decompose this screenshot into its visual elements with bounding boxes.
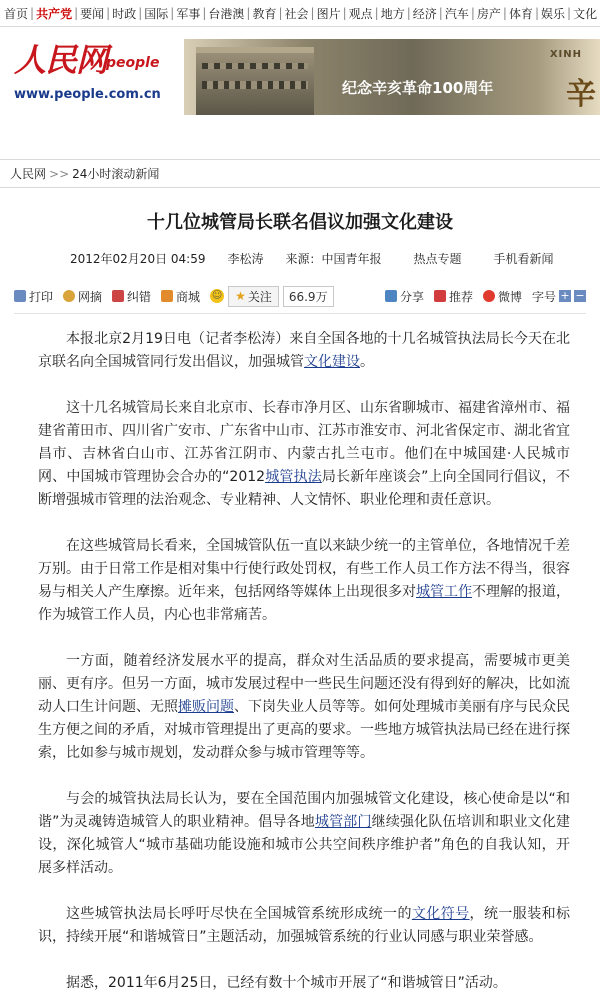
share-icon bbox=[385, 290, 397, 302]
nav-item[interactable]: 社会 bbox=[284, 6, 309, 21]
paragraph-text: 在这些城管局长看来，全国城管队伍一直以来缺少统一的主管单位，各地情况千差万别。由于日常工作是相对集中行使行政处罚权，有些工作人员工作方法不得当，很容易与相关人产生摩擦。近年来，包括网络等媒体上出现很多对 bbox=[38, 538, 570, 600]
nav-item[interactable]: 共产党 bbox=[36, 6, 73, 21]
article-author: 李松涛 bbox=[227, 252, 264, 266]
article-paragraph bbox=[38, 903, 570, 949]
nav-item[interactable]: 文化 bbox=[573, 6, 598, 21]
nav-item[interactable]: 体育 bbox=[508, 6, 533, 21]
error-button[interactable] bbox=[112, 288, 151, 305]
paragraph-text: 这十几名城管局长来自北京市、长春市净月区、山东省聊城市、福建省漳州市、福建省莆田市、四川省广安市、广东省中山市、江苏市淮安市、河北省保定市、湖北省宜昌市、吉林省白山市、江苏省江阴市、内蒙古扎兰屯市。他们在中城国建·人民城市网、中国城市管理协会合办的“2012 bbox=[38, 400, 570, 485]
follow-label: 关注 bbox=[247, 289, 272, 304]
recommend-icon bbox=[434, 290, 446, 302]
nav-item[interactable]: 娱乐 bbox=[541, 6, 566, 21]
shop-icon bbox=[161, 290, 173, 302]
weibo-icon bbox=[483, 290, 495, 302]
xinhai-banner[interactable] bbox=[184, 39, 600, 115]
nav-separator: | bbox=[202, 6, 207, 20]
logo-url-text: www.people.com.cn bbox=[14, 87, 161, 102]
nav-item[interactable]: 军事 bbox=[176, 6, 201, 21]
nav-item[interactable]: 国际 bbox=[144, 6, 169, 21]
paragraph-text: 继续强化队伍培训和职业文化建设，深化城管人“城市基础功能设施和城市公共空间秩序维护者”角色的自我认知，开展多样活动。 bbox=[38, 814, 571, 876]
article-source: 来源：中国青年报 bbox=[285, 252, 382, 266]
banner-text: 纪念辛亥革命100周年 bbox=[342, 79, 494, 97]
article-paragraph bbox=[38, 972, 570, 995]
nav-separator: | bbox=[438, 6, 443, 20]
print-label: 打印 bbox=[29, 289, 54, 304]
breadcrumb-arrow: >> bbox=[49, 166, 70, 181]
paragraph-text: 、下岗失业人员等等。如何处理城市美丽有序与民众民生方便之间的矛盾，对城市管理提出了更高的要求。一些地方城管执法局已经在进行探索，比如参与城市规划，发动群众参与城市管理等等。 bbox=[38, 699, 570, 761]
keyword-link[interactable]: 城管执法 bbox=[265, 469, 322, 485]
paragraph-text: 一方面，随着经济发展水平的提高，群众对生活品质的要求提高，需要城市更美丽、更有序。但另一方面，城市发展过程中一些民生问题还没有得到好的解决，比如流动人口生计问题、无照 bbox=[38, 653, 570, 715]
nav-item[interactable]: 汽车 bbox=[444, 6, 469, 21]
paragraph-text: 不理解的报道，作为城管工作人员，内心也非常痛苦。 bbox=[38, 584, 570, 623]
star-icon: ★ bbox=[235, 289, 246, 303]
smiley-icon[interactable]: ☺ bbox=[211, 290, 223, 301]
keyword-link[interactable]: 城管工作 bbox=[416, 584, 472, 600]
nav-separator: | bbox=[534, 6, 539, 20]
nav-item[interactable]: 地方 bbox=[380, 6, 405, 21]
fontsize-control bbox=[532, 288, 586, 305]
article-meta bbox=[0, 250, 600, 267]
nav-separator: | bbox=[106, 6, 111, 20]
font-increase-button[interactable]: + bbox=[560, 289, 570, 302]
building-image bbox=[196, 47, 314, 115]
site-header bbox=[0, 27, 600, 119]
nav-separator: | bbox=[567, 6, 572, 20]
article-paragraph bbox=[38, 397, 570, 512]
keyword-link[interactable]: 摊贩问题 bbox=[178, 699, 234, 715]
nav-item[interactable]: 台港澳 bbox=[208, 6, 245, 21]
fontsize-label: 字号 bbox=[531, 289, 556, 304]
paragraph-text: 局长新年座谈会”上向全国同行倡议，不断增强城市管理的法治观念、专业精神、人文情怀、职业伦理和责任意识。 bbox=[38, 469, 570, 508]
keyword-link[interactable]: 文化符号 bbox=[411, 906, 470, 922]
top-nav bbox=[0, 0, 600, 27]
article-paragraph bbox=[38, 650, 570, 765]
article-paragraph bbox=[38, 328, 570, 374]
paragraph-text: ，统一服装和标识，持续开展“和谐城管日”主题活动，加强城管系统的行业认同感与职业荣誉感。 bbox=[38, 906, 571, 945]
breadcrumb bbox=[0, 159, 600, 188]
article-toolbar bbox=[14, 285, 586, 314]
nav-separator: | bbox=[278, 6, 283, 20]
nav-separator: | bbox=[470, 6, 475, 20]
banner-char: 辛 bbox=[566, 77, 596, 112]
article-paragraph bbox=[38, 788, 570, 880]
nav-separator: | bbox=[502, 6, 507, 20]
breadcrumb-section[interactable]: 24小时滚动新闻 bbox=[72, 167, 160, 181]
topic-link[interactable]: 热点专题 bbox=[413, 252, 462, 266]
nav-item[interactable]: 时政 bbox=[112, 6, 137, 21]
article-paragraph bbox=[38, 535, 570, 627]
nav-separator: | bbox=[170, 6, 175, 20]
recommend-label: 推荐 bbox=[448, 289, 473, 304]
paragraph-text: 本报北京2月19日电（记者李松涛）来自全国各地的十几名城管执法局长今天在北京联名向全国城管同行发出倡议，加强城管 bbox=[38, 331, 570, 370]
mobile-news-link[interactable]: 手机看新闻 bbox=[493, 252, 554, 266]
article-date: 2012年02月20日 04:59 bbox=[70, 252, 206, 266]
nav-separator: | bbox=[374, 6, 379, 20]
nav-item[interactable]: 图片 bbox=[316, 6, 341, 21]
error-icon bbox=[112, 290, 124, 302]
net-label: 网摘 bbox=[78, 289, 103, 304]
share-label: 分享 bbox=[399, 289, 424, 304]
nav-separator: | bbox=[138, 6, 143, 20]
paragraph-text: 。 bbox=[360, 354, 374, 370]
share-button[interactable] bbox=[385, 288, 424, 305]
breadcrumb-home[interactable]: 人民网 bbox=[10, 167, 47, 181]
bookmark-icon bbox=[63, 290, 75, 302]
nav-item[interactable]: 经济 bbox=[412, 6, 437, 21]
error-label: 纠错 bbox=[127, 289, 152, 304]
article-title: 十几位城管局长联名倡议加强文化建设 bbox=[147, 212, 453, 233]
nav-item[interactable]: 房产 bbox=[476, 6, 501, 21]
nav-item[interactable]: 教育 bbox=[252, 6, 277, 21]
weibo-button[interactable] bbox=[483, 288, 522, 305]
weibo-label: 微博 bbox=[497, 289, 522, 304]
nav-separator: | bbox=[30, 6, 35, 20]
paragraph-text: 与会的城管执法局长认为，要在全国范围内加强城管文化建设，核心使命是以“和谐”为灵魂铸造城管人的职业精神。倡导各地 bbox=[38, 791, 570, 830]
nav-separator: | bbox=[74, 6, 79, 20]
paragraph-text: 这些城管执法局长呼吁尽快在全国城管系统形成统一的 bbox=[66, 906, 412, 922]
follow-button[interactable] bbox=[228, 286, 279, 307]
nav-separator: | bbox=[310, 6, 315, 20]
people-logo[interactable] bbox=[12, 35, 172, 115]
net-button[interactable] bbox=[63, 288, 102, 305]
nav-item[interactable]: 观点 bbox=[348, 6, 373, 21]
logo-cn-text: 人民网 bbox=[14, 41, 108, 79]
print-button[interactable] bbox=[14, 288, 53, 305]
nav-item[interactable]: 要闻 bbox=[80, 6, 105, 21]
shop-label: 商城 bbox=[176, 289, 201, 304]
nav-separator: | bbox=[342, 6, 347, 20]
recommend-button[interactable] bbox=[434, 288, 473, 305]
nav-separator: | bbox=[406, 6, 411, 20]
nav-item[interactable]: 首页 bbox=[4, 6, 29, 21]
keyword-link[interactable]: 城管部门 bbox=[314, 814, 372, 830]
paragraph-text: 据悉，2011年6月25日，已经有数十个城市开展了“和谐城管日”活动。 bbox=[66, 975, 507, 991]
logo-en-text: people bbox=[106, 55, 160, 71]
nav-separator: | bbox=[246, 6, 251, 20]
font-decrease-button[interactable]: − bbox=[575, 289, 585, 302]
printer-icon bbox=[14, 290, 26, 302]
shop-button[interactable] bbox=[161, 288, 200, 305]
banner-tag: XINH bbox=[549, 49, 582, 60]
keyword-link[interactable]: 文化建设 bbox=[304, 354, 360, 370]
follow-count: 66.9万 bbox=[283, 286, 334, 307]
article-body bbox=[0, 328, 600, 995]
